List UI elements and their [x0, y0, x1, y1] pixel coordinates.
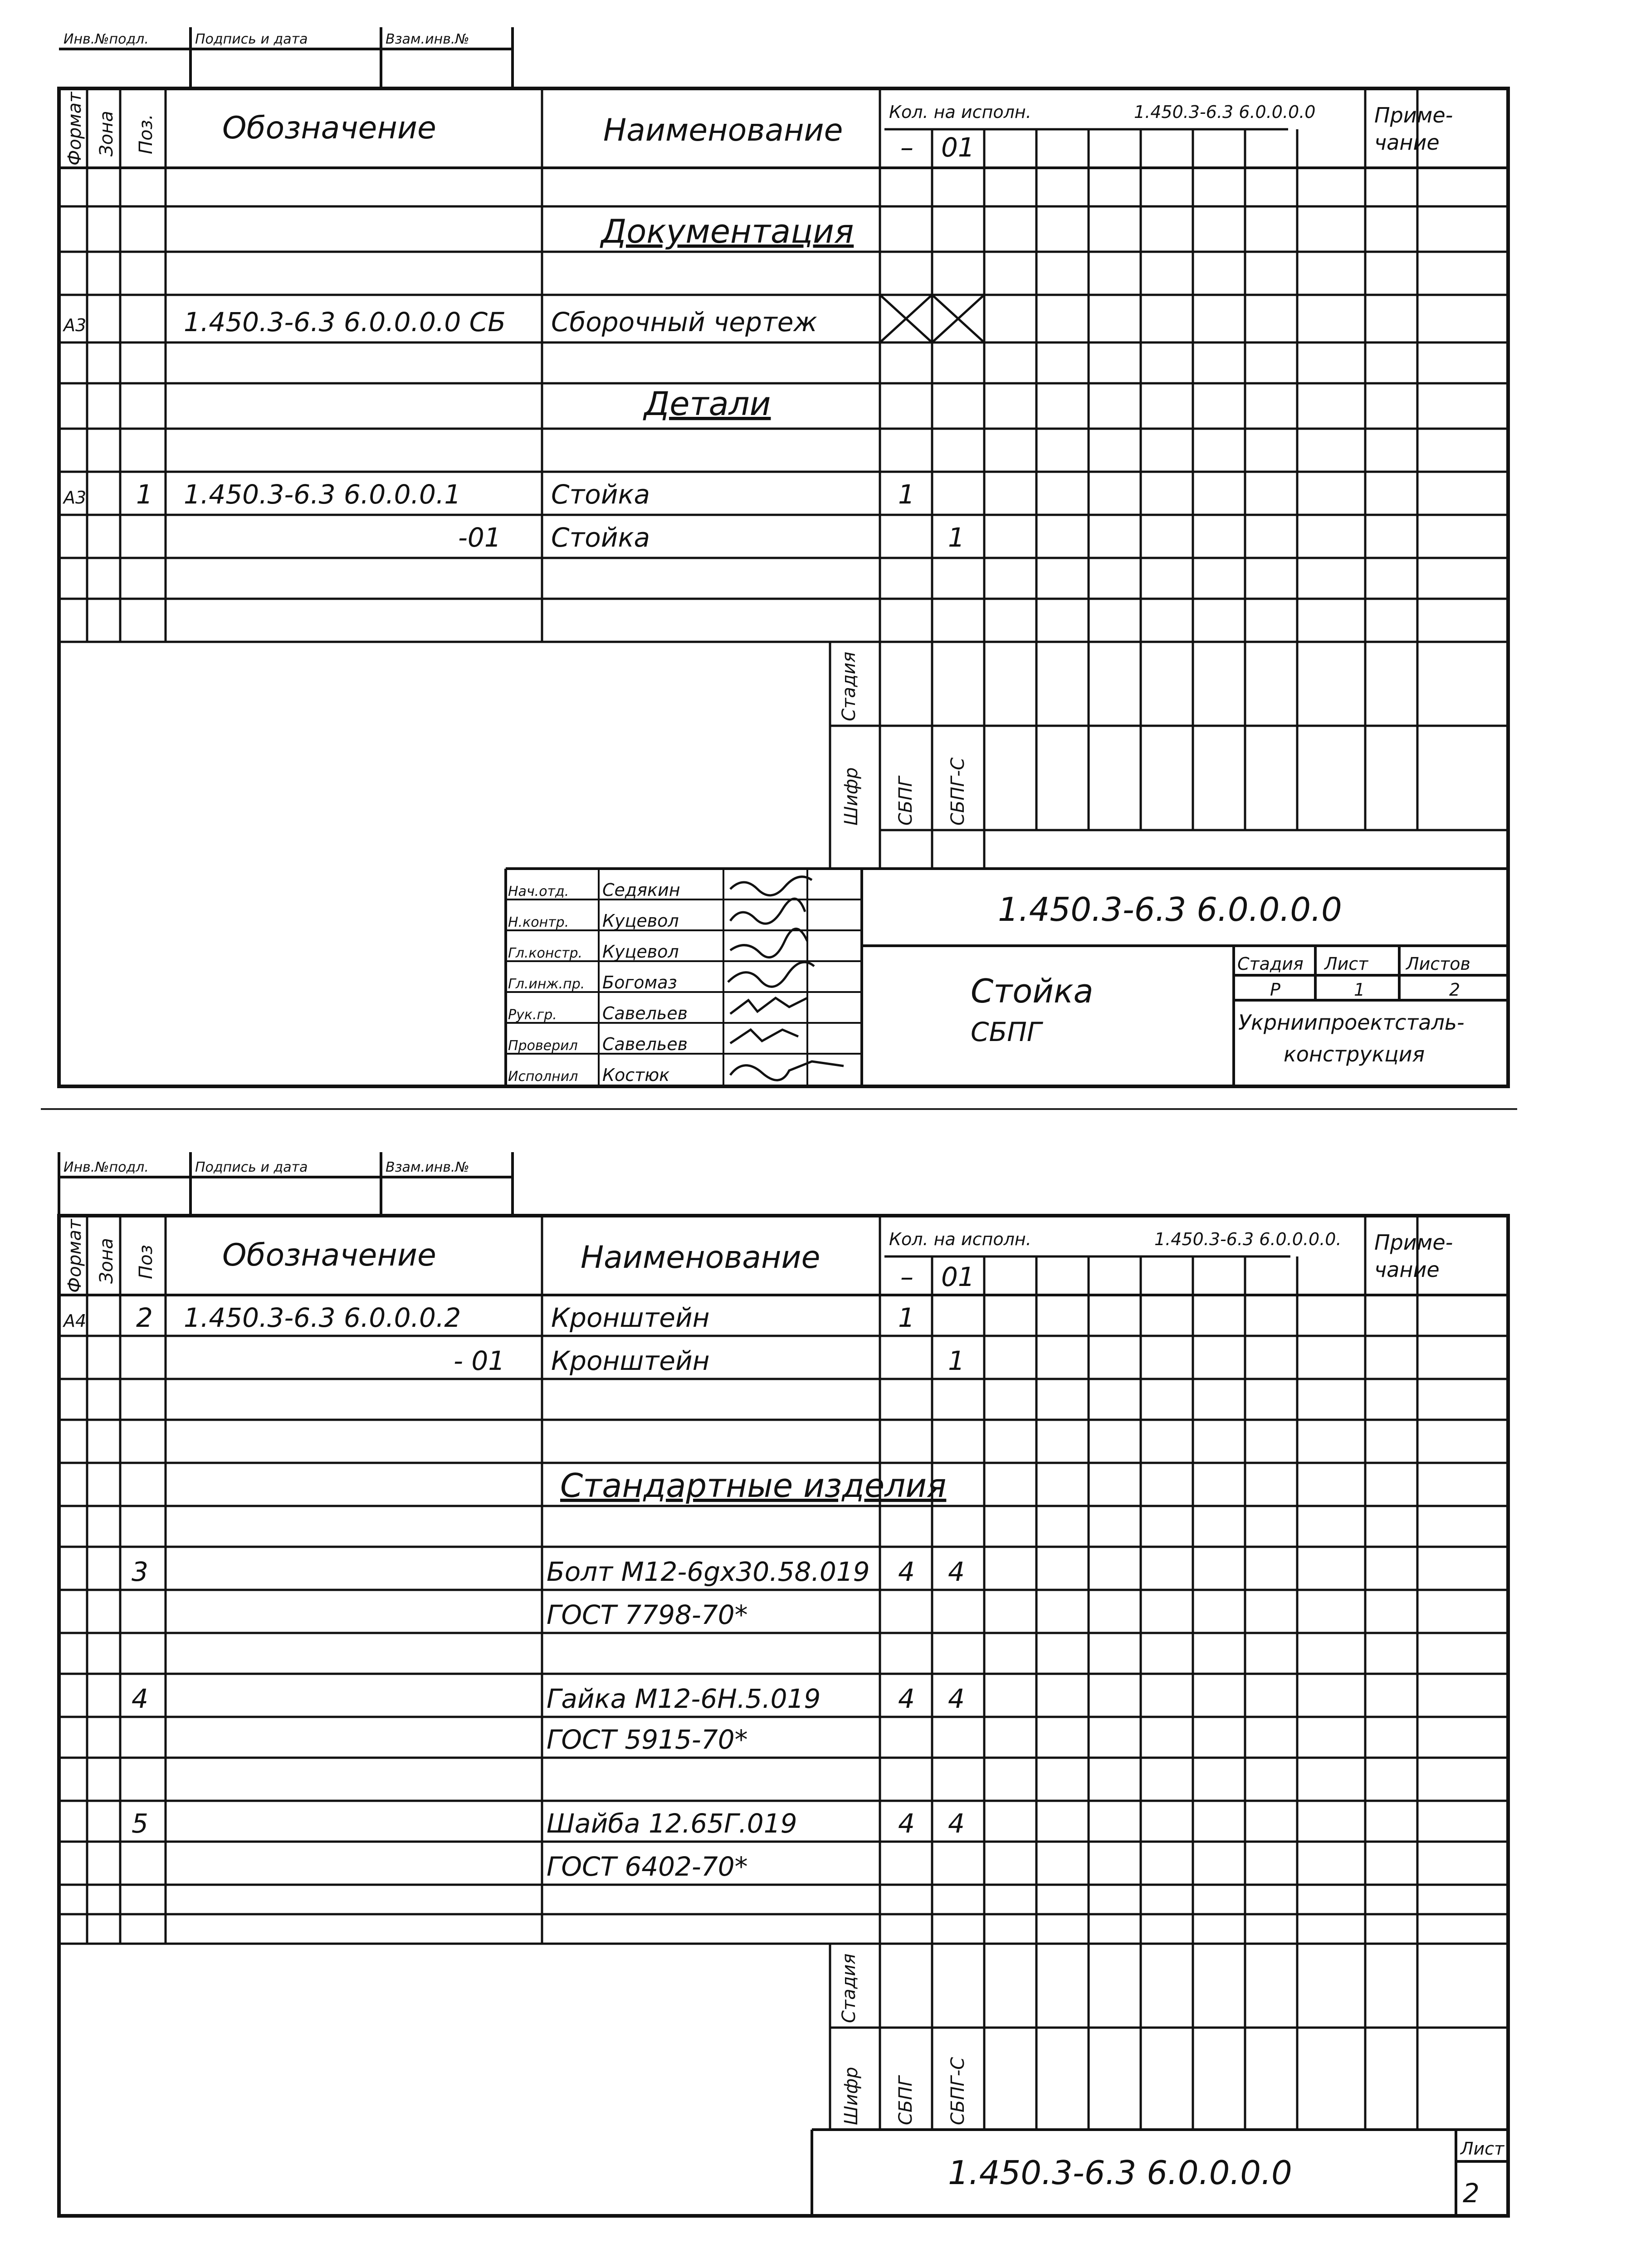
- sheet-no-2: 2: [1463, 2178, 1480, 2209]
- r1-format: А4: [63, 1311, 87, 1331]
- part1-format: А3: [63, 488, 87, 508]
- hdr-note-2: чание: [1374, 130, 1440, 155]
- role-2: Гл.констр.: [508, 945, 583, 961]
- doc-number-2: 1.450.3-6.3 6.0.0.0.0: [948, 2154, 1292, 2192]
- r4-qty-0: 4: [898, 1683, 915, 1714]
- sheet-hdr-2: Лист: [1460, 2139, 1504, 2159]
- hdr2-pos: Поз: [136, 1245, 156, 1279]
- tb-stage: Р: [1270, 980, 1280, 1000]
- signer-3: Богомаз: [602, 973, 677, 992]
- hdr2-designation: Обозначение: [222, 1237, 436, 1273]
- part2-designation: -01: [458, 522, 501, 553]
- stamp-inv: Инв.№подл.: [63, 31, 149, 47]
- signer-5: Савельев: [602, 1034, 688, 1054]
- hdr-zone: Зона: [96, 111, 117, 156]
- part2-name: Стойка: [551, 522, 650, 553]
- r4-standard: ГОСТ 5915-70*: [547, 1724, 748, 1755]
- r5-qty-1: 4: [948, 1808, 965, 1839]
- stamp2-repl: Взам.инв.№: [386, 1159, 469, 1175]
- sheet-2-text: [62, 1159, 1505, 2209]
- hdr2-variant-0: –: [900, 1261, 913, 1292]
- title-doc-number: 1.450.3-6.3 6.0.0.0.0: [998, 890, 1342, 929]
- doc-name: Сборочный чертеж: [551, 307, 817, 337]
- role-4: Рук.гр.: [508, 1007, 557, 1023]
- role-0: Нач.отд.: [508, 884, 569, 899]
- role-6: Исполнил: [508, 1069, 578, 1085]
- tb-org-2: конструкция: [1284, 1042, 1425, 1066]
- stage2-label: Стадия: [839, 1953, 860, 2023]
- r1-designation: 1.450.3-6.3 6.0.0.0.2: [184, 1302, 461, 1333]
- cipher2-2: СБПГ-С: [947, 2057, 968, 2125]
- hdr2-name: Наименование: [581, 1240, 820, 1276]
- hdr2-format: Формат: [64, 1219, 85, 1293]
- title-name: Стойка: [971, 972, 1094, 1010]
- cipher-label: Шифр: [841, 767, 862, 826]
- r4-qty-1: 4: [948, 1683, 965, 1714]
- signatures: [728, 877, 844, 1080]
- hdr2-variant-01: 01: [941, 1261, 975, 1292]
- r3-qty-1: 4: [948, 1556, 965, 1587]
- hdr2-note-2: чание: [1374, 1257, 1440, 1282]
- tb-sheets: 2: [1449, 980, 1460, 1000]
- hdr-qty: Кол. на исполн.: [889, 102, 1031, 122]
- signer-4: Савельев: [602, 1003, 688, 1023]
- cipher2-1: СБПГ: [895, 2076, 916, 2125]
- r3-pos: 3: [132, 1556, 148, 1587]
- r5-name: Шайба 12.65Г.019: [547, 1808, 797, 1839]
- tb-org-1: Укрниипроектсталь-: [1238, 1010, 1465, 1035]
- r2-designation: - 01: [454, 1345, 505, 1376]
- hdr-designation: Обозначение: [222, 110, 436, 146]
- part1-pos: 1: [136, 479, 153, 510]
- r1-pos: 2: [136, 1302, 153, 1333]
- hdr-format: Формат: [64, 92, 85, 166]
- role-5: Проверил: [508, 1038, 578, 1054]
- hdr-variant-01: 01: [941, 132, 975, 163]
- r3-qty-0: 4: [898, 1556, 915, 1587]
- cipher2-label: Шифр: [841, 2067, 862, 2125]
- section-documentation: Документация: [601, 212, 854, 250]
- stamp-repl: Взам.инв.№: [386, 31, 469, 47]
- hdr2-zone: Зона: [96, 1238, 117, 1284]
- section-standard: Стандартные изделия: [560, 1466, 947, 1505]
- hdr-doc-code: 1.450.3-6.3 6.0.0.0.0: [1134, 102, 1316, 122]
- hdr-name: Наименование: [603, 112, 843, 148]
- hdr-pos: Поз.: [136, 114, 156, 154]
- part1-qty: 1: [898, 479, 915, 510]
- stage-label: Стадия: [839, 651, 860, 721]
- r3-standard: ГОСТ 7798-70*: [547, 1599, 748, 1630]
- doc-format: А3: [63, 315, 87, 335]
- signer-0: Седякин: [602, 880, 680, 900]
- r5-pos: 5: [132, 1808, 148, 1839]
- tb-sheet-hdr: Лист: [1324, 954, 1368, 974]
- r2-name: Кронштейн: [551, 1345, 710, 1376]
- title-sub: СБПГ: [971, 1017, 1042, 1047]
- r4-name: Гайка М12-6Н.5.019: [547, 1683, 821, 1714]
- role-1: Н.контр.: [508, 914, 569, 930]
- part1-name: Стойка: [551, 479, 650, 510]
- r3-name: Болт М12-6gх30.58.019: [547, 1556, 870, 1587]
- stamp-sign: Подпись и дата: [195, 31, 308, 47]
- r5-standard: ГОСТ 6402-70*: [547, 1851, 748, 1882]
- part1-designation: 1.450.3-6.3 6.0.0.0.1: [184, 479, 461, 510]
- stamp2-sign: Подпись и дата: [195, 1159, 308, 1175]
- table-rows-2: [59, 1336, 1508, 2130]
- signer-1: Куцевол: [602, 911, 679, 931]
- table-rows: [59, 206, 1508, 869]
- r2-qty: 1: [948, 1345, 965, 1376]
- stamp2-inv: Инв.№подл.: [63, 1159, 149, 1175]
- tb-stage-hdr: Стадия: [1237, 954, 1304, 974]
- hdr-note-1: Приме-: [1374, 103, 1453, 127]
- r5-qty-0: 4: [898, 1808, 915, 1839]
- hdr2-qty: Кол. на исполн.: [889, 1229, 1031, 1249]
- section-parts: Детали: [644, 385, 771, 423]
- signer-2: Куцевол: [602, 942, 679, 962]
- r1-name: Кронштейн: [551, 1302, 710, 1333]
- cipher-1: СБПГ: [895, 777, 916, 826]
- hdr2-note-1: Приме-: [1374, 1230, 1453, 1255]
- cipher-2: СБПГ-С: [947, 757, 968, 826]
- r1-qty: 1: [898, 1302, 915, 1333]
- hdr-variant-0: –: [900, 132, 913, 163]
- hdr2-doc-code: 1.450.3-6.3 6.0.0.0.0.: [1154, 1229, 1342, 1249]
- part2-qty: 1: [948, 522, 965, 553]
- tb-sheets-hdr: Листов: [1406, 954, 1470, 974]
- r4-pos: 4: [132, 1683, 148, 1714]
- signer-6: Костюк: [602, 1065, 670, 1085]
- tb-sheet: 1: [1354, 980, 1365, 1000]
- role-3: Гл.инж.пр.: [508, 976, 585, 992]
- doc-designation: 1.450.3-6.3 6.0.0.0.0 СБ: [184, 307, 506, 337]
